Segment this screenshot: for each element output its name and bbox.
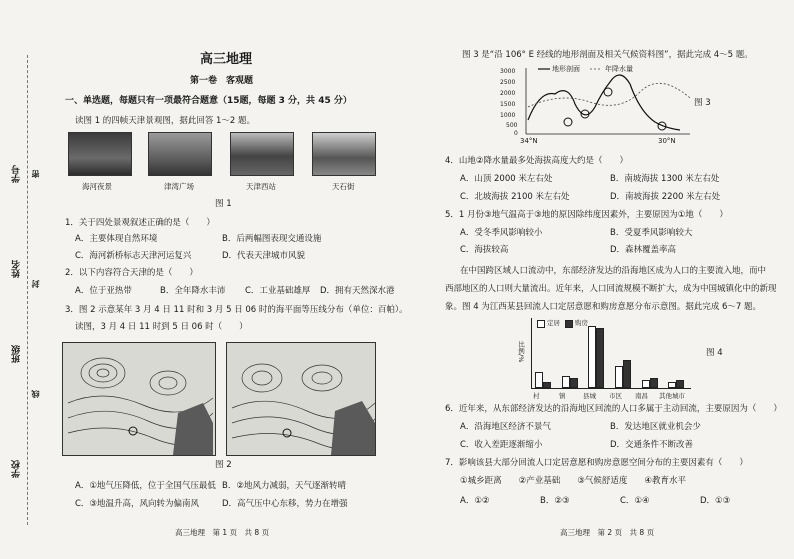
bar-购房-其他城市 bbox=[676, 380, 684, 388]
passage-line: 在中国跨区域人口流动中，东部经济发达的沿海地区成为人口的主要流入地，而中 bbox=[460, 266, 767, 276]
photo-caption: 天石街 bbox=[332, 182, 355, 191]
y-tick: 2000 bbox=[500, 90, 516, 97]
y-tick: 1500 bbox=[500, 101, 516, 108]
pressure-map-right bbox=[226, 342, 376, 456]
x-tick: 镇 bbox=[559, 392, 566, 400]
option-5d[interactable]: D．森林覆盖率高 bbox=[610, 245, 677, 255]
question-1: 1．关于四处景观叙述正确的是（ ） bbox=[65, 218, 215, 228]
figure-caption: 图 4 bbox=[706, 348, 723, 358]
x-tick: 南昌 bbox=[635, 392, 648, 400]
pressure-map-left bbox=[62, 342, 216, 456]
option-3c[interactable]: C．③地温升高，风向转为偏南风 bbox=[75, 499, 200, 509]
question-7: 7．影响该县大部分回流人口定居意愿和购房意愿空间分布的主要因素有（ ） bbox=[445, 458, 748, 468]
photo-caption: 海河夜景 bbox=[82, 182, 112, 191]
intro-text: 图 3 是“沿 106° E 经线的地形剖面及相关气候资料图”，据此完成 4～5 题。 bbox=[462, 50, 753, 60]
y-tick: 1000 bbox=[500, 112, 516, 119]
bar-定居-市区 bbox=[615, 366, 623, 388]
bar-购房-县城 bbox=[596, 328, 604, 388]
bar-area bbox=[531, 318, 691, 388]
y-tick: 0 bbox=[514, 130, 518, 137]
option-2d[interactable]: D．拥有天然深水港 bbox=[320, 286, 395, 296]
page-title: 高三地理 bbox=[200, 52, 253, 67]
option-6b[interactable]: B．发达地区就业机会少 bbox=[610, 422, 701, 432]
name-label: 姓名 bbox=[12, 260, 22, 278]
y-tick: 3000 bbox=[500, 68, 516, 75]
option-6d[interactable]: D．交通条件不断改善 bbox=[610, 440, 694, 450]
y-tick: 500 bbox=[506, 122, 518, 129]
seal-line bbox=[27, 55, 28, 525]
option-3d[interactable]: D．高气压中心东移，势力在增强 bbox=[222, 499, 348, 509]
option-2b[interactable]: B．全年降水丰沛 bbox=[160, 286, 226, 296]
x-label-north: 34°N bbox=[520, 137, 538, 145]
question-4: 4．山地②降水量最多处海拔高度大约是（ ） bbox=[445, 156, 629, 166]
option-7b[interactable]: B．②③ bbox=[540, 496, 570, 506]
question-7-options: ①城乡距离 ②产业基础 ③气候舒适度 ④教育水平 bbox=[460, 476, 686, 486]
option-6c[interactable]: C．收入差距逐渐缩小 bbox=[460, 440, 543, 450]
x-tick: 其他城市 bbox=[659, 392, 685, 400]
number-label: 学号 bbox=[12, 165, 22, 183]
question-3-stem: 读图，3 月 4 日 11 时到 5 日 06 时（ ） bbox=[75, 322, 248, 332]
question-6: 6．近年来，从东部经济发达的沿海地区回流的人口多属于主动回流，主要原因为（ ） bbox=[445, 404, 782, 414]
bar-定居-村 bbox=[535, 372, 543, 388]
option-3b[interactable]: B．②地风力减弱，天气逐渐转晴 bbox=[222, 481, 346, 491]
x-tick: 村 bbox=[533, 392, 540, 400]
legend-buy: 购房 bbox=[575, 319, 588, 327]
photo-tianjin-west bbox=[230, 132, 294, 176]
photo-tianshi bbox=[312, 132, 376, 176]
bar-购房-市区 bbox=[623, 360, 631, 388]
option-5c[interactable]: C．海拔较高 bbox=[460, 245, 509, 255]
bar-购房-南昌 bbox=[650, 378, 658, 388]
intro-text: 读图 1 的四帧天津景观图，据此回答 1～2 题。 bbox=[75, 116, 256, 126]
option-2c[interactable]: C．工业基础雄厚 bbox=[245, 286, 311, 296]
photo-jinwan bbox=[148, 132, 212, 176]
option-4d[interactable]: D．南坡海拔 2200 米左右处 bbox=[610, 192, 721, 202]
option-4c[interactable]: C．北坡海拔 2100 米左右处 bbox=[460, 192, 570, 202]
option-5a[interactable]: A．受冬季风影响较小 bbox=[460, 228, 543, 238]
class-label: 班级 bbox=[12, 345, 22, 363]
x-tick: 县城 bbox=[583, 392, 596, 400]
option-4a[interactable]: A．山顶 2000 米左右处 bbox=[460, 174, 553, 184]
x-tick: 市区 bbox=[609, 392, 622, 400]
section-heading: 一、单选题，每题只有一项最符合题意（15题，每题 3 分，共 45 分） bbox=[65, 96, 352, 106]
option-7d[interactable]: D．①③ bbox=[700, 496, 731, 506]
legend-precip: 年降水量 bbox=[605, 65, 633, 73]
page-footer: 高三地理 第 2 页 共 8 页 bbox=[560, 528, 655, 537]
seal-char: 线 bbox=[31, 390, 40, 398]
option-4b[interactable]: B．南坡海拔 1300 米左右处 bbox=[610, 174, 720, 184]
bar-购房-村 bbox=[543, 382, 551, 388]
photo-caption: 天津西站 bbox=[246, 182, 276, 191]
option-1c[interactable]: C．海河新桥标志天津河运复兴 bbox=[75, 251, 192, 261]
part-title: 第一卷 客观题 bbox=[190, 76, 254, 86]
bar-定居-其他城市 bbox=[668, 382, 676, 388]
school-label: 学校 bbox=[12, 460, 22, 478]
option-2a[interactable]: A．位于亚热带 bbox=[75, 286, 132, 296]
question-3: 3．图 2 示意某年 3 月 4 日 11 时和 3 月 5 日 06 时的海平面等压线分布（单位：百帕）。 bbox=[65, 305, 408, 315]
y-tick: 2500 bbox=[500, 79, 516, 86]
terrain-profile-chart bbox=[480, 62, 720, 150]
migration-bar-chart bbox=[505, 316, 705, 408]
page-footer: 高三地理 第 1 页 共 8 页 bbox=[175, 528, 270, 537]
option-1d[interactable]: D．代表天津城市风貌 bbox=[222, 251, 306, 261]
x-axis bbox=[531, 388, 691, 389]
figure-caption: 图 1 bbox=[215, 199, 232, 209]
bar-购房-镇 bbox=[570, 378, 578, 388]
bar-定居-镇 bbox=[562, 376, 570, 388]
legend-terrain: 地形剖面 bbox=[552, 65, 580, 73]
seal-char: 封 bbox=[31, 280, 40, 288]
passage-line: 西部地区的人口则大量流出。近年来，人口回流规模不断扩大，成为中国城镇化中的新现 bbox=[445, 284, 777, 294]
figure-caption: 图 2 bbox=[215, 460, 232, 470]
bar-定居-县城 bbox=[588, 326, 596, 388]
bar-定居-南昌 bbox=[642, 380, 650, 388]
photo-haihe bbox=[68, 132, 132, 176]
passage-line: 象。图 4 为江西某县回流人口定居意愿和购房意愿分布示意图。据此完成 6～7 题。 bbox=[445, 302, 762, 312]
option-5b[interactable]: B．受夏季风影响较大 bbox=[610, 228, 693, 238]
photo-caption: 津湾广场 bbox=[164, 182, 194, 191]
option-7a[interactable]: A．①② bbox=[460, 496, 490, 506]
option-7c[interactable]: C．①④ bbox=[620, 496, 650, 506]
y-axis-label: 比例/% bbox=[517, 341, 525, 363]
option-1a[interactable]: A．主要体现自然环境 bbox=[75, 234, 158, 244]
question-5: 5．1 月份③地气温高于③地的原因除纬度因素外，主要原因为①地（ ） bbox=[445, 210, 728, 220]
x-label-south: 30°N bbox=[658, 137, 676, 145]
legend-settle: 定居 bbox=[547, 319, 560, 327]
option-1b[interactable]: B．后两幅图表现交通设施 bbox=[222, 234, 322, 244]
figure-caption: 图 3 bbox=[694, 98, 711, 108]
option-3a[interactable]: A．①地气压降低，位于全国气压最低 bbox=[75, 481, 216, 491]
seal-char: 密 bbox=[31, 170, 40, 178]
question-2: 2．以下内容符合天津的是（ ） bbox=[65, 268, 198, 278]
option-6a[interactable]: A．沿海地区经济不景气 bbox=[460, 422, 551, 432]
